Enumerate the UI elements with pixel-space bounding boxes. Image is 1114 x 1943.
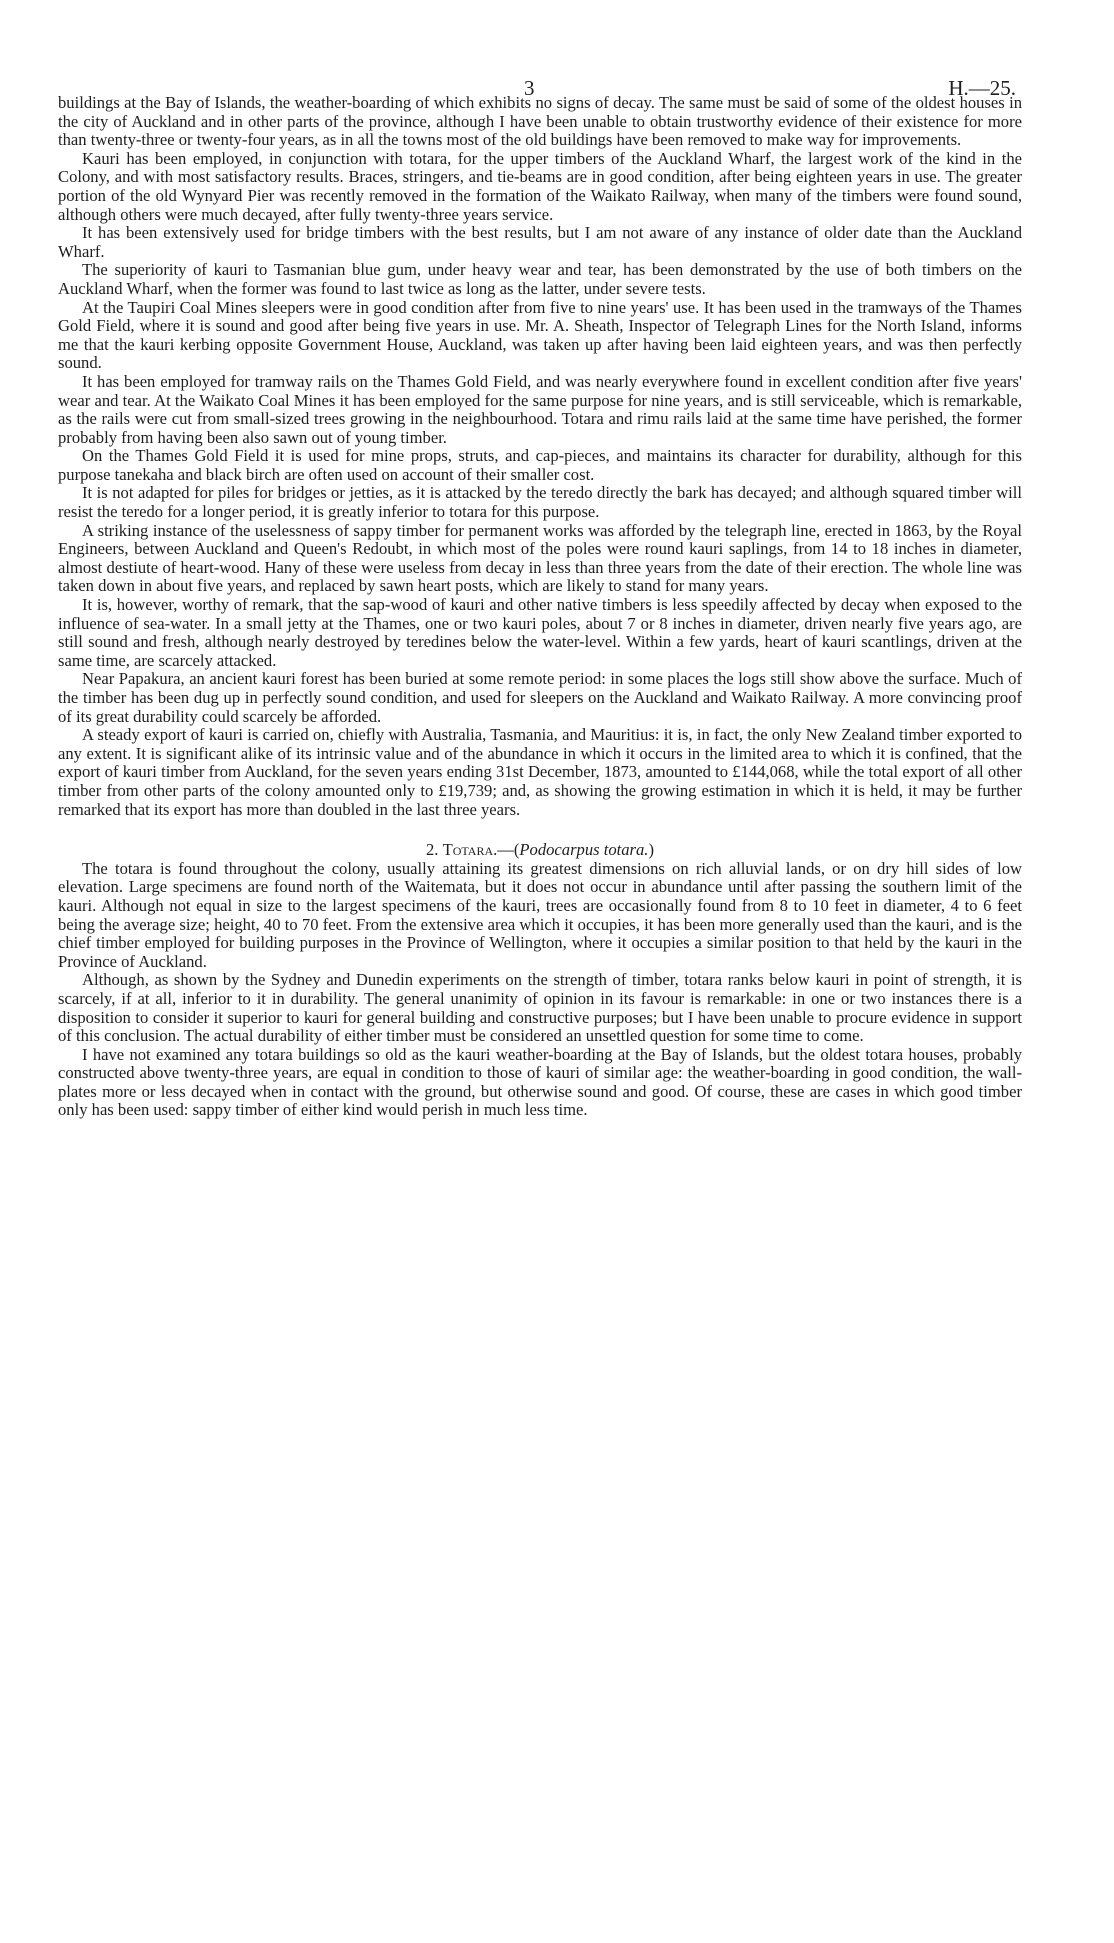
paragraph: A striking instance of the uselessness of sappy timber for permanent works was afforded by the telegraph line, erected in 1863, by the Royal Engineers, between Auckland and Queen's Redoubt, in which most of the poles were round kauri saplings, from 14 to 18 inches in diameter, almost destiute of heart-wood. Hany of these were useless from decay in less than three years from the date of their erection. The whole line was taken down in about five years, and replaced by sawn heart posts, which are likely to stand for many years. <box>58 520 1022 596</box>
paragraph: Although, as shown by the Sydney and Dunedin experiments on the strength of timber, totara ranks below kauri in point of strength, it is scarcely, if at all, inferior to it in durability. The general unanimity of opinion in its favour is remarkable: in one or two instances there is a disposition to consider it superior to kauri for general building and constructive purposes; but I have been unable to procure evidence in support of this conclusion. The actual durability of either timber must be considered an unsettled question for some time to come. <box>58 970 1022 1046</box>
paragraph: A steady export of kauri is carried on, chiefly with Australia, Tasmania, and Mauritius: it is, in fact, the only New Zealand timber exported to any extent. It is significant alike of its intrinsic value and of the abundance in which it occurs in the limited area to which it is confined, that the export of kauri timber from Auckland, for the seven years ending 31st December, 1873, amounted to £144,068, while the total export of all other timber from other parts of the colony amounted only to £19,739; and, as showing the growing estimation in which it is held, it may be further remarked that its export has more than doubled in the last three years. <box>58 725 1022 819</box>
section-heading <box>58 841 1022 860</box>
paragraph: Near Papakura, an ancient kauri forest has been buried at some remote period: in some places the logs still show above the surface. Much of the timber has been dug up in perfectly sound condition, and used for sleepers on the Auckland and Waikato Railway. A more convincing proof of its great durability could scarcely be afforded. <box>58 669 1022 726</box>
section-latin-name: Podocarpus totara. <box>519 840 649 860</box>
page-number: 3 <box>524 76 535 100</box>
paragraph: The superiority of kauri to Tasmanian blue gum, under heavy wear and tear, has been demonstrated by the use of both timbers on the Auckland Wharf, when the former was found to last twice as long as the latter, under severe tests. <box>58 260 1022 298</box>
paragraph: It is not adapted for piles for bridges or jetties, as it is attacked by the teredo directly the bark has decayed; and although squared timber will resist the teredo for a longer period, it is greatly inferior to totara for this purpose. <box>58 483 1022 522</box>
body-text <box>58 94 1022 1120</box>
section-title: Totara. <box>442 840 498 860</box>
report-code: H.—25. <box>948 76 1016 100</box>
section-number: 2. <box>426 840 439 860</box>
paragraph: Kauri has been employed, in conjunction with totara, for the upper timbers of the Auckland Wharf, the largest work of the kind in the Colony, and with most satisfactory results. Braces, stringers, and tie-beams are in good condition, after being eighteen years in use. The greater portion of the old Wynyard Pier was recently removed in the formation of the Waikato Railway, when many of the timbers were found sound, although others were much decayed, after fully twenty-three years service. <box>58 148 1022 224</box>
paragraph: On the Thames Gold Field it is used for mine props, struts, and cap-pieces, and maintains its character for durability, although for this purpose tanekaha and black birch are often used on account of their smaller cost. <box>58 446 1022 484</box>
section-close: ) <box>648 840 654 860</box>
page-header <box>58 58 1022 100</box>
paragraph: I have not examined any totara buildings so old as the kauri weather-boarding at the Bay of Islands, but the oldest totara houses, probably constructed above twenty-three years, are equal in condition to those of kauri of similar age: the weather-boarding in good condition, the wall-plates more or less decayed when in contact with the ground, but otherwise sound and good. Of course, these are cases in which good timber only has been used: sappy timber of either kind would perish in much less time. <box>58 1044 1022 1120</box>
section-dash: —( <box>497 840 520 860</box>
paragraph: It has been employed for tramway rails on the Thames Gold Field, and was nearly everywhere found in excellent condition after five years' wear and tear. At the Waikato Coal Mines it has been employed for the same purpose for nine years, and is still serviceable, which is remarkable, as the rails were cut from small-sized trees growing in the neighbourhood. Totara and rimu rails laid at the same time have perished, the former probably from having been also sawn out of young timber. <box>58 371 1022 447</box>
paragraph: The totara is found throughout the colony, usually attaining its greatest dimensions on rich alluvial lands, or on dry hill sides of low elevation. Large specimens are found north of the Waitemata, but it does not occur in abundance until after passing the southern limit of the kauri. Although not equal in size to the largest specimens of the kauri, trees are occasionally found from 8 to 10 feet in diameter, 4 to 6 feet being the average size; height, 40 to 70 feet. From the extensive area which it occupies, it has been more generally used than the kauri, and is the chief timber employed for building purposes in the Province of Wellington, where it occupies a similar position to that held by the kauri in the Province of Auckland. <box>58 858 1022 971</box>
paragraph: It has been extensively used for bridge timbers with the best results, but I am not aware of any instance of older date than the Auckland Wharf. <box>58 223 1022 261</box>
paragraph: It is, however, worthy of remark, that the sap-wood of kauri and other native timbers is less speedily affected by decay when exposed to the influence of sea-water. In a small jetty at the Thames, one or two kauri poles, about 7 or 8 inches in diameter, driven nearly five years ago, are still sound and fresh, although nearly destroyed by teredines below the water-level. Within a few yards, heart of kauri scantlings, driven at the same time, are scarcely attacked. <box>58 595 1022 670</box>
paragraph: At the Taupiri Coal Mines sleepers were in good condition after from five to nine years' use. It has been used in the tramways of the Thames Gold Field, where it is sound and good after being five years in use. Mr. A. Sheath, Inspector of Telegraph Lines for the North Island, informs me that the kauri kerbing opposite Government House, Auckland, was taken up after having been laid eighteen years, and was then perfectly sound. <box>58 297 1022 373</box>
paragraph: buildings at the Bay of Islands, the weather-boarding of which exhibits no signs of decay. The same must be said of some of the oldest houses in the city of Auckland and in other parts of the province, although I have been unable to obtain trustworthy evidence of their existence for more than twenty-three or twenty-four years, as in all the towns most of the old buildings have been removed to make way for improvements. <box>58 93 1022 150</box>
